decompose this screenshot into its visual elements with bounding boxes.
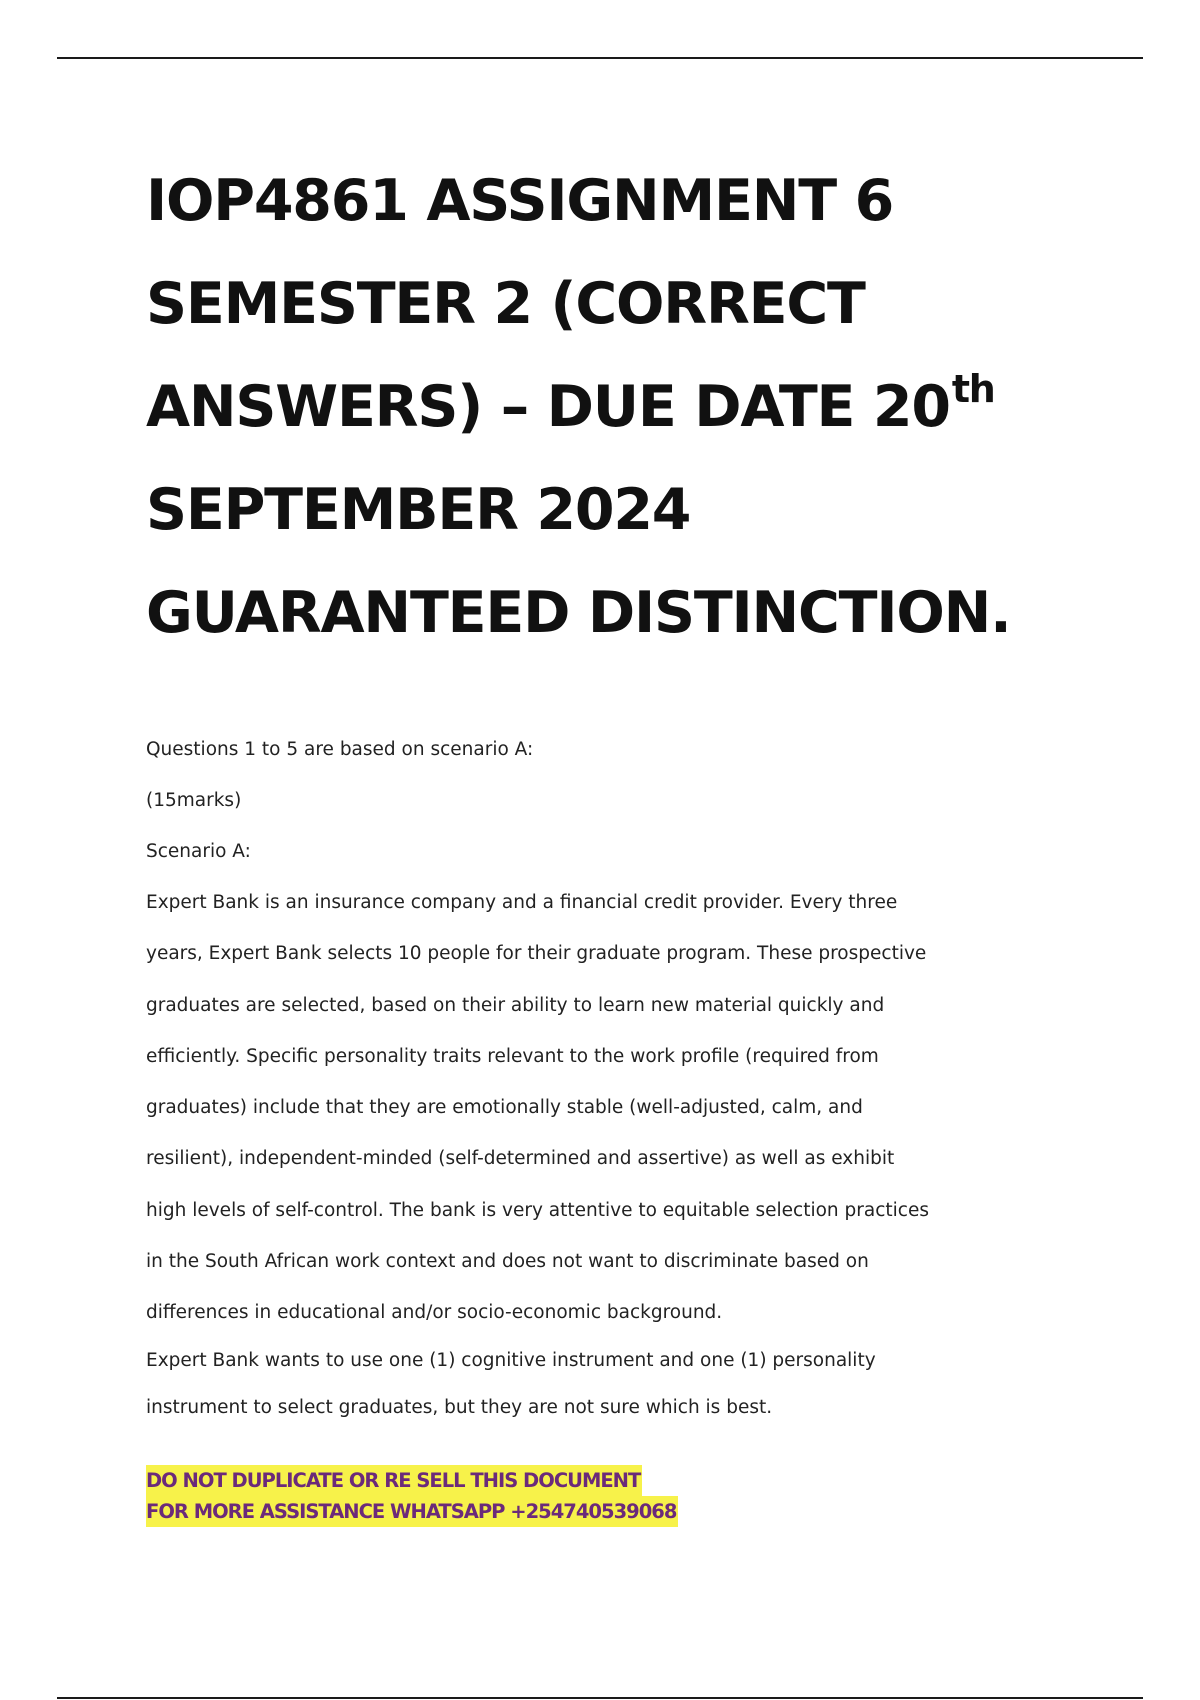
title-line xyxy=(146,356,1106,459)
notice-line: FOR MORE ASSISTANCE WHATSAPP +254740539068 xyxy=(146,1496,678,1527)
followup-line: instrument to select graduates, but they are not sure which is best. xyxy=(146,1396,773,1418)
followup-line: Expert Bank wants to use one (1) cognitive instrument and one (1) personality xyxy=(146,1349,876,1371)
scenario-line: in the South African work context and does not want to discriminate based on xyxy=(146,1251,869,1273)
scenario-line: resilient), independent-minded (self-determined and assertive) as well as exhibit xyxy=(146,1148,895,1170)
followup-paragraph xyxy=(146,1339,946,1433)
scenario-line: Expert Bank is an insurance company and a financial credit provider. Every three xyxy=(146,892,898,913)
scenario-line: efficiently. Specific personality traits relevant to the work profile (required from xyxy=(146,1045,879,1067)
scenario-label: Scenario A: xyxy=(146,841,251,862)
title-superscript: th xyxy=(951,367,995,411)
document-header xyxy=(146,150,1106,665)
document-title xyxy=(146,150,1106,665)
scenario-line: graduates are selected, based on their ability to learn new material quickly and xyxy=(146,994,885,1016)
title-line: SEPTEMBER 2024 xyxy=(146,477,691,543)
copyright-notice xyxy=(146,1465,678,1527)
notice-line: DO NOT DUPLICATE OR RE SELL THIS DOCUMENT xyxy=(146,1465,642,1496)
title-line: IOP4861 ASSIGNMENT 6 xyxy=(146,168,894,234)
title-line: GUARANTEED DISTINCTION. xyxy=(146,580,1011,646)
scenario-paragraph xyxy=(146,877,946,1339)
scenario-line: years, Expert Bank selects 10 people for their graduate program. These prospective xyxy=(146,943,927,965)
scenario-line: graduates) include that they are emotionally stable (well-adjusted, calm, and xyxy=(146,1097,863,1119)
header-rule xyxy=(57,57,1143,59)
title-line-text: ANSWERS) – DUE DATE 20 xyxy=(146,374,950,440)
title-line: SEMESTER 2 (CORRECT xyxy=(146,271,865,337)
footer-rule xyxy=(57,1697,1143,1699)
marks-text: (15marks) xyxy=(146,790,242,811)
scenario-line: high levels of self-control. The bank is very attentive to equitable selection practices xyxy=(146,1199,929,1221)
document-body xyxy=(146,724,946,1433)
scenario-line: differences in educational and/or socio-economic background. xyxy=(146,1302,723,1324)
intro-text: Questions 1 to 5 are based on scenario A: xyxy=(146,739,534,760)
